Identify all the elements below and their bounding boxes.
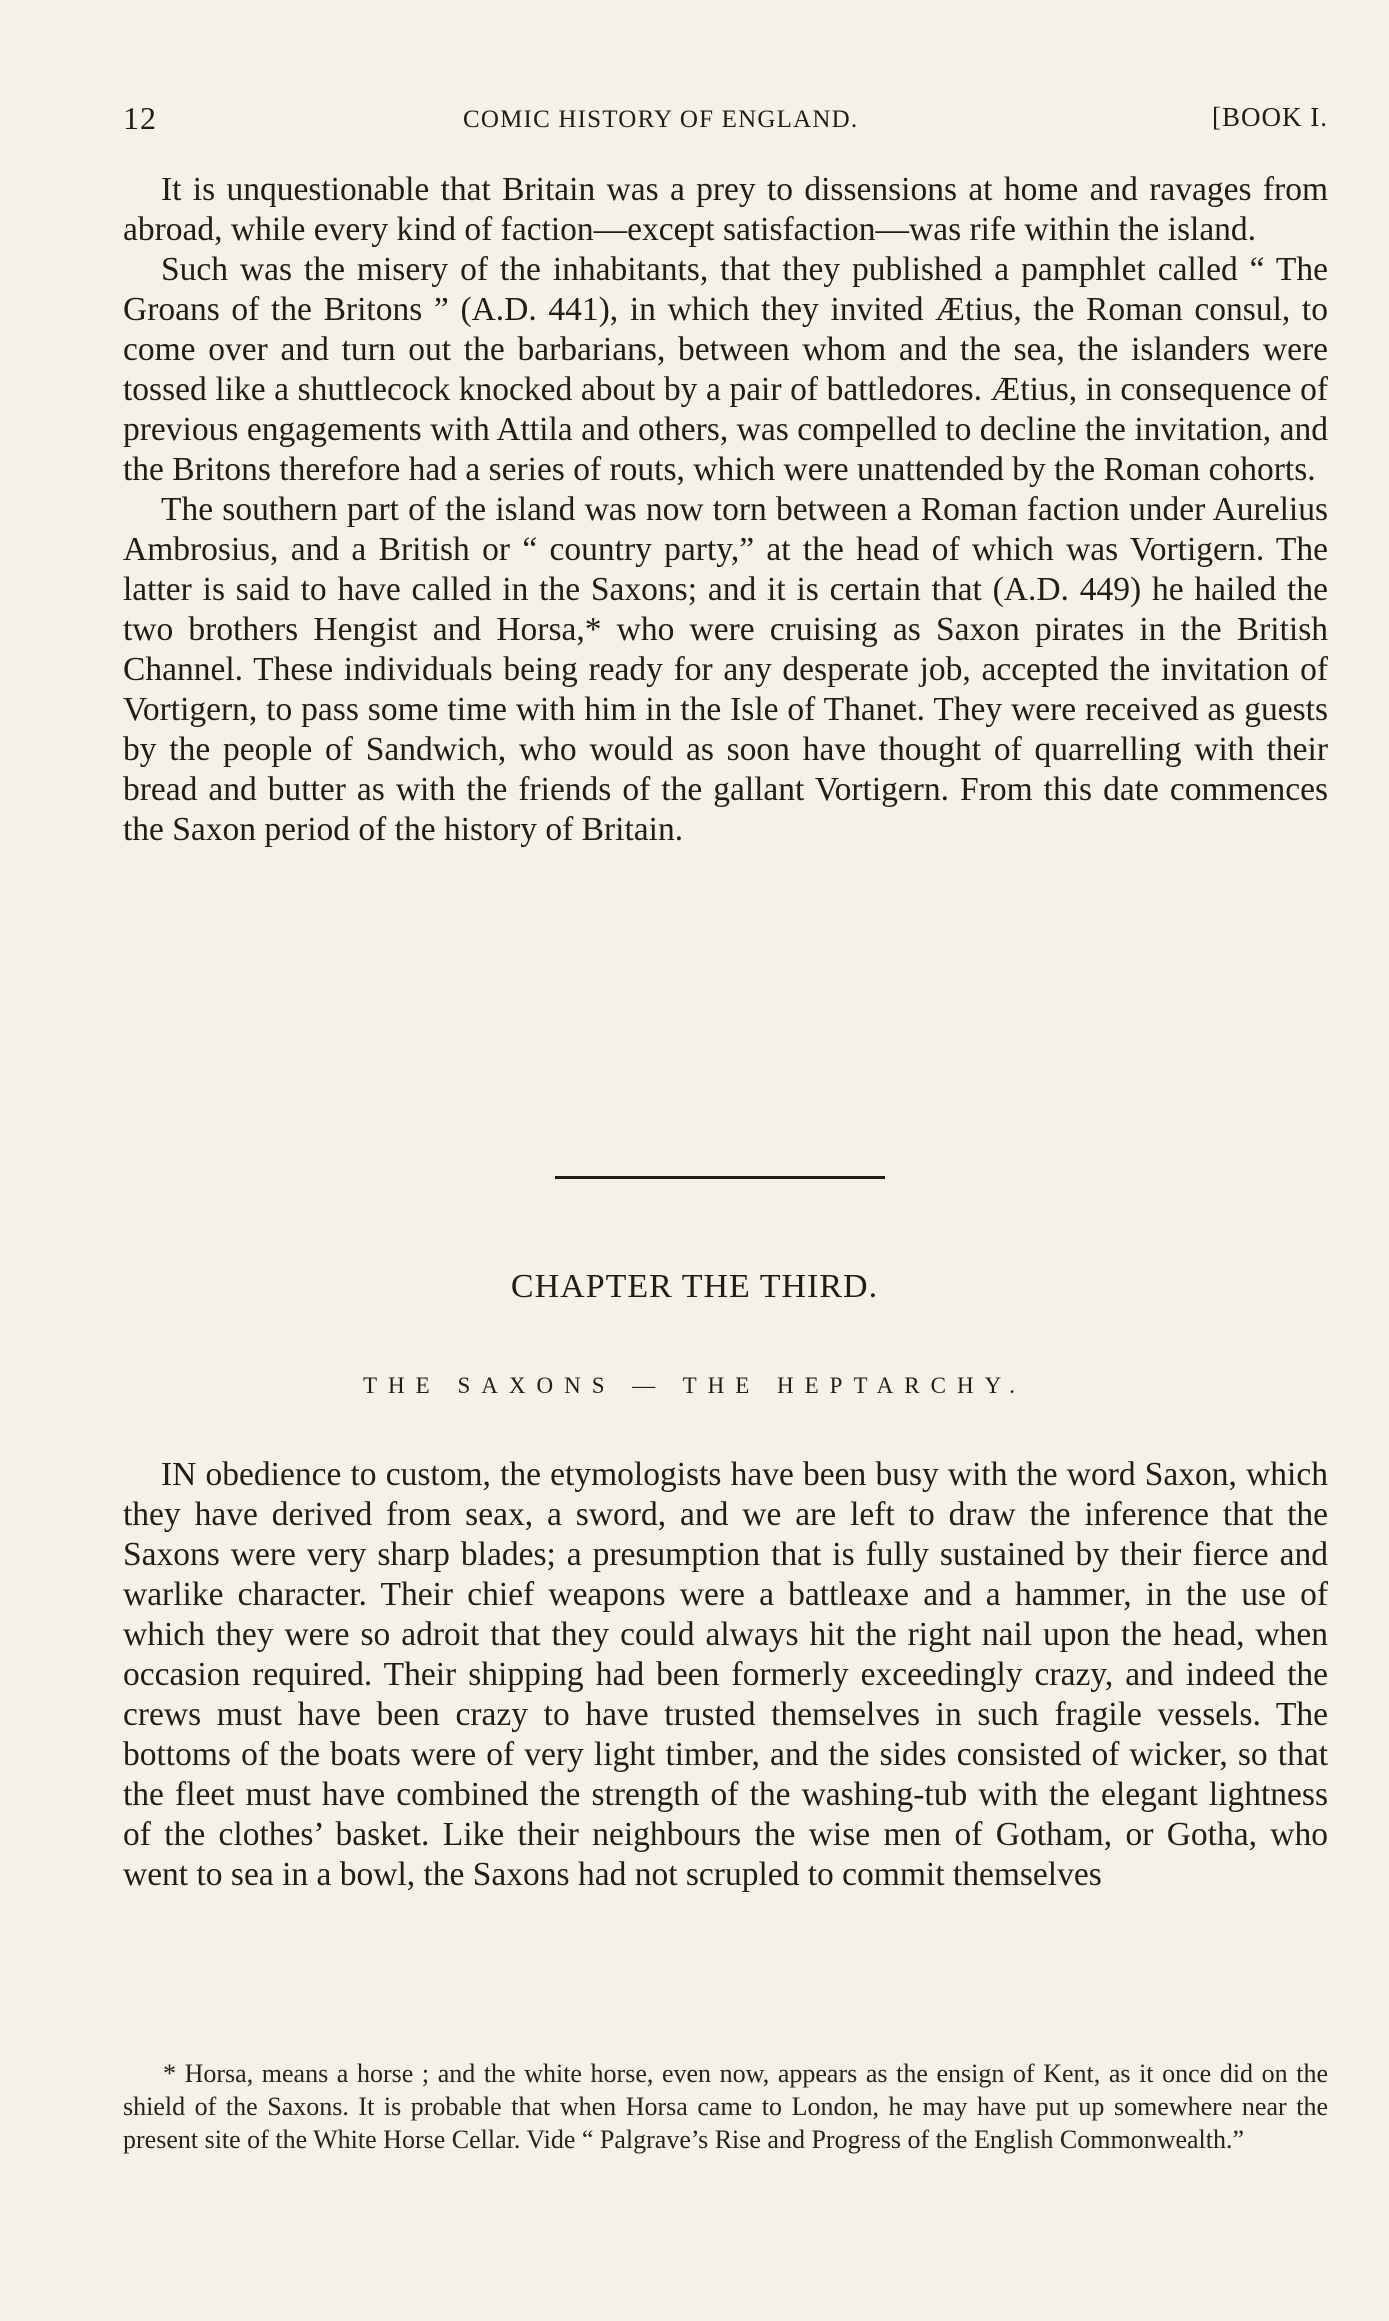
paragraph-3: The southern part of the island was now torn between a Roman faction under Aurelius Ambrosius, and a British or “ country party,” at the head of which was Vortigern. The latter is said to have called in the Saxons; and it is certain that (A.D. 449) he hailed the two brothers Hengist and Horsa,* who were cruising as Saxon pirates in the British Channel. These individuals being ready for any desperate job, accepted the invitation of Vortigern, to pass some time with him in the Isle of Thanet. They were received as guests by the people of Sandwich, who would as soon have thought of quarrelling with their bread and butter as with the friends of the gallant Vortigern. From this date commences the Saxon period of the history of Britain.: [123, 491, 1328, 848]
opening-text: [123, 170, 1328, 850]
chapter-text: [123, 1455, 1328, 1895]
chapter-title: CHAPTER THE THIRD.: [510, 1268, 879, 1305]
running-header: [123, 100, 1328, 146]
chapter-paragraph: IN obedience to custom, the etymologists have been busy with the word Saxon, which they have derived from seax, a sword, and we are left to draw the inference that the Saxons were very sharp blades; a presumption that is fully sustained by their fierce and warlike character. Their chief weapons were a battleaxe and a hammer, in the use of which they were so adroit that they could always hit the right nail upon the head, when occasion required. Their shipping had been formerly exceedingly crazy, and indeed the crews must have been crazy to have trusted themselves in such fragile vessels. The bottoms of the boats were of very light timber, and the sides consisted of wicker, so that the fleet must have combined the strength of the washing-tub with the elegant lightness of the clothes’ basket. Like their neighbours the wise men of Gotham, or Gotha, who went to sea in a bowl, the Saxons had not scrupled to commit themselves: [123, 1456, 1328, 1893]
section-divider: [555, 1176, 885, 1179]
paragraph-2: Such was the misery of the inhabitants, that they published a pamphlet called “ The Groans of the Britons ” (A.D. 441), in which they invited Ætius, the Roman consul, to come over and turn out the barbarians, between whom and the sea, the islanders were tossed like a shuttlecock knocked about by a pair of battledores. Ætius, in consequence of previous engagements with Attila and others, was compelled to decline the invitation, and the Britons therefore had a series of routs, which were unattended by the Roman cohorts.: [123, 251, 1328, 488]
running-title: COMIC HISTORY OF ENGLAND.: [463, 106, 859, 133]
footnote-text: * Horsa, means a horse ; and the white horse, even now, appears as the ensign of Kent, as it once did on the shield of the Saxons. It is probable that when Horsa came to London, he may have put up somewhere near the present site of the White Horse Cellar. Vide “ Palgrave’s Rise and Progress of the English Commonwealth.”: [123, 2059, 1328, 2154]
page-number: 12: [123, 100, 157, 136]
chapter-subtitle: THE SAXONS — THE HEPTARCHY.: [363, 1373, 1026, 1398]
book-label: [BOOK I.: [1212, 102, 1328, 132]
footnote: [123, 2057, 1328, 2156]
paragraph-1: It is unquestionable that Britain was a prey to dissensions at home and ravages from abroad, while every kind of faction—except satisfaction—was rife within the island.: [123, 171, 1328, 248]
